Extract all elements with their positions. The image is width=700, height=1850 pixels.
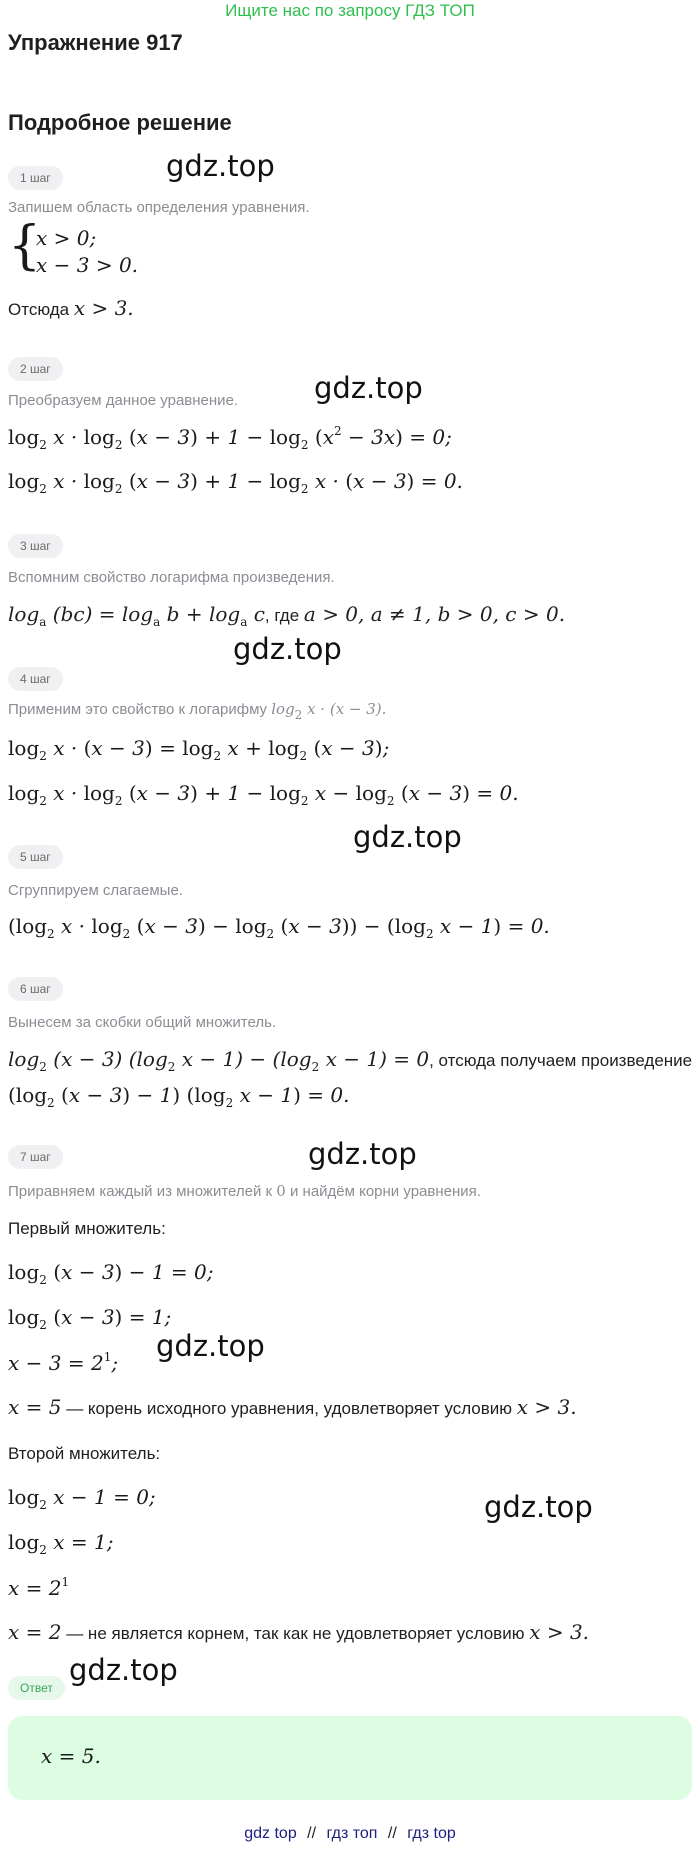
equation: ($\log_2$ $x \cdot \log_2 (x - 3) - \log_2 (x - 3)) - (\log_2$ x − 1) = 0. <box>8 914 550 941</box>
watermark: gdz.top <box>314 371 423 405</box>
step-4-hint: Применим это свойство к логарифму $\log_2 x \cdot (x - 3)$. <box>8 700 387 722</box>
watermark: gdz.top <box>308 1137 417 1171</box>
step-3-hint: Вспомним свойство логарифма произведения. <box>8 569 335 586</box>
answer-box <box>8 1716 692 1800</box>
step-1-conclusion: Отсюда x > 3. <box>8 296 134 320</box>
step-7-hint: Приравняем каждый из множителей к 0 и найдём корни уравнения. <box>8 1182 481 1200</box>
step-6-hint: Вынесем за скобки общий множитель. <box>8 1014 277 1031</box>
watermark: gdz.top <box>69 1653 178 1687</box>
equation: $\log_2 x \cdot \log_2 (x - 3) + 1 - \log_2 x \cdot (x - 3) = 0$. <box>8 469 463 496</box>
equation: $\log_2 x \cdot \log_2 (x - 3) + 1 - \log_2 x - \log_2 (x - 3) = 0$. <box>8 781 519 808</box>
equation: $\log_2 x = 1$; <box>8 1530 114 1557</box>
search-banner[interactable]: Ищите нас по запросу ГДЗ ТОП <box>225 1 475 20</box>
log-product-property: $\log_a (bc) = \log_a b + \log_a c$, где a > 0, a ≠ 1, b > 0, c > 0. <box>8 602 566 629</box>
step-2-hint: Преобразуем данное уравнение. <box>8 392 239 409</box>
watermark: gdz.top <box>484 1490 593 1524</box>
equation: $\log_2 x - 1 = 0$; <box>8 1485 156 1512</box>
step-5-hint: Сгруппируем слагаемые. <box>8 882 183 899</box>
factored-equation: $\log_2 (x - 3)$ ($\log_2$ $x - 1) - (\log_2$ x − 1) = 0, отсюда получаем произведение <box>8 1047 693 1074</box>
equation: $x = 2^1$ <box>8 1575 70 1600</box>
footer-link[interactable]: gdz top <box>244 1825 297 1842</box>
first-factor-label: Первый множитель: <box>8 1219 166 1238</box>
watermark: gdz.top <box>353 820 462 854</box>
footer-link[interactable]: гдз топ <box>326 1825 378 1842</box>
footer-links <box>0 1825 700 1843</box>
equation: $\log_2 (x - 3) - 1 = 0$; <box>8 1260 214 1287</box>
answer-value: x = 5. <box>41 1744 101 1768</box>
footer-separator: // <box>387 1825 397 1842</box>
step-6-badge: 6 шаг <box>8 977 63 1001</box>
step-2-badge: 2 шаг <box>8 357 63 381</box>
step-3-badge: 3 шаг <box>8 534 63 558</box>
answer-badge: Ответ <box>8 1676 65 1700</box>
step-4-badge: 4 шаг <box>8 667 63 691</box>
step-5-badge: 5 шаг <box>8 845 63 869</box>
watermark: gdz.top <box>166 149 275 183</box>
equation: ($\log_2$ (x − 3) − 1) ($\log_2$ x − 1) = 0. <box>8 1083 350 1110</box>
step-7-badge: 7 шаг <box>8 1145 63 1169</box>
step-1-hint: Запишем область определения уравнения. <box>8 199 310 216</box>
equation: $\log_2 (x - 3) = 1$; <box>8 1305 172 1332</box>
equation: $\log_2 x \cdot \log_2 (x - 3) + 1 - \log_2 (x^2 - 3x) = 0$; <box>8 424 452 452</box>
solution-heading: Подробное решение <box>8 110 232 135</box>
equation: $x - 3 = 2^1$; <box>8 1350 119 1375</box>
watermark: gdz.top <box>156 1329 265 1363</box>
footer-link[interactable]: гдз top <box>407 1825 456 1842</box>
equation: $\log_2 x \cdot (x - 3) = \log_2 x + \log_2 (x - 3)$; <box>8 736 390 763</box>
page-title: Упражнение 917 <box>8 30 183 55</box>
second-factor-label: Второй множитель: <box>8 1444 161 1463</box>
step-1-badge: 1 шаг <box>8 166 63 190</box>
root-conclusion: x = 5 — корень исходного уравнения, удовлетворяет условию x > 3. <box>8 1395 577 1419</box>
not-root-conclusion: x = 2 — не является корнем, так как не удовлетворяет условию x > 3. <box>8 1620 590 1644</box>
watermark: gdz.top <box>233 632 342 666</box>
footer-separator: // <box>307 1825 317 1842</box>
